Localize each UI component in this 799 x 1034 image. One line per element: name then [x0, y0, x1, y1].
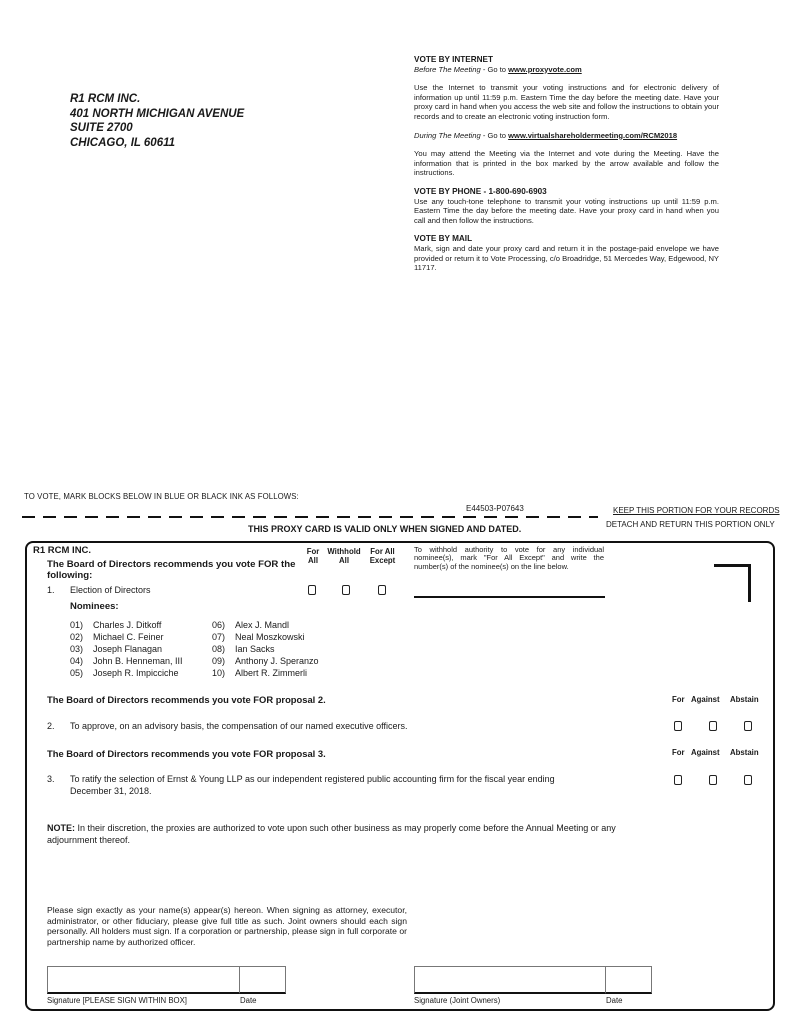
col-for-all	[303, 547, 323, 565]
nominee-row	[70, 619, 319, 631]
during-meeting-label: During The Meeting	[414, 130, 481, 140]
nominee-number: 06)	[212, 620, 226, 630]
p3-for-checkbox[interactable]	[674, 775, 682, 785]
nominee-row	[70, 667, 319, 679]
validity-notice: THIS PROXY CARD IS VALID ONLY WHEN SIGNED AND DATED.	[248, 524, 522, 534]
date-label: Date	[240, 996, 257, 1005]
p3-col-against: Against	[691, 748, 720, 757]
mailing-address	[70, 92, 244, 150]
p2-abstain-checkbox[interactable]	[744, 721, 752, 731]
col-label: All	[308, 556, 318, 565]
nominee-name: Alex J. Mandl	[235, 620, 290, 630]
phone-body: Use any touch-tone telephone to transmit your voting instructions up until 11:59 p.m. Eastern Time the day before the meeting date. Have your proxy card in hand when you call and then follow the instructions.	[414, 196, 719, 225]
internet-body: Use the Internet to transmit your voting instructions and for electronic delivery of information up until 11:59 p.m. Eastern Time the day before the meeting date. Have your proxy card in hand when you access the web site and follow the instructions to obtain your records and to create an electronic voting instruction form.	[414, 83, 719, 121]
p2-against-checkbox[interactable]	[709, 721, 717, 731]
joint-signature-label: Signature (Joint Owners)	[414, 996, 501, 1005]
sign-instructions: Please sign exactly as your name(s) appear(s) hereon. When signing as attorney, executor, administrator, or other fiduciary, please give full title as such. Joint owners should each sign personally. All holders must sign. If a corporation or partnership, please sign in full corporate or partnership name by authorized officer.	[47, 905, 407, 947]
nominee-name: Neal Moszkowski	[235, 632, 305, 642]
proposal2-item	[47, 721, 408, 733]
note-label: NOTE:	[47, 823, 75, 833]
for-all-checkbox[interactable]	[308, 585, 316, 595]
for-all-except-checkbox[interactable]	[378, 585, 386, 595]
before-meeting-line	[414, 65, 719, 75]
proposal1-item	[47, 585, 151, 595]
proposal2-recommendation: The Board of Directors recommends you vote FOR proposal 2.	[47, 694, 326, 705]
proxyvote-link[interactable]: www.proxyvote.com	[508, 64, 582, 74]
goto-text: - Go to	[480, 64, 509, 74]
during-meeting-body: You may attend the Meeting via the Internet and vote during the Meeting. Have the information that is printed in the box marked by the arrow available and follow the instructions.	[414, 149, 719, 178]
keep-portion-label: KEEP THIS PORTION FOR YOUR RECORDS	[613, 506, 780, 515]
goto-text: - Go to	[480, 130, 509, 140]
p2-col-against: Against	[691, 695, 720, 704]
nominee-row	[70, 655, 319, 667]
proposal-number: 2.	[47, 721, 55, 731]
col-label: Withhold	[327, 547, 361, 556]
nominee-name: John B. Henneman, III	[93, 656, 183, 666]
arrow-box-marker	[714, 564, 750, 567]
nominee-list	[70, 619, 319, 679]
nominee-name: Joseph R. Impicciche	[93, 668, 179, 678]
proposal-number: 1.	[47, 585, 55, 595]
joint-date-box[interactable]	[605, 966, 652, 994]
p3-against-checkbox[interactable]	[709, 775, 717, 785]
proposal3-item	[47, 774, 643, 797]
nominee-name: Charles J. Ditkoff	[93, 620, 162, 630]
nominee-number: 10)	[212, 668, 226, 678]
nominee-number: 04)	[70, 656, 84, 666]
nominee-number: 05)	[70, 668, 84, 678]
nominee-name: Joseph Flanagan	[93, 644, 163, 654]
nominee-name: Anthony J. Speranzo	[235, 656, 319, 666]
proposal3-recommendation: The Board of Directors recommends you vote FOR proposal 3.	[47, 748, 326, 759]
nominee-number: 08)	[212, 644, 226, 654]
nominee-name: Albert R. Zimmerli	[235, 668, 308, 678]
address-line: CHICAGO, IL 60611	[70, 136, 176, 149]
nominee-number: 02)	[70, 632, 84, 642]
p2-col-abstain: Abstain	[730, 695, 759, 704]
p3-col-for: For	[672, 748, 685, 757]
except-nominee-line[interactable]	[414, 596, 605, 598]
joint-date-label: Date	[606, 996, 623, 1005]
nominee-number: 03)	[70, 644, 84, 654]
mail-body: Mark, sign and date your proxy card and return it in the postage-paid envelope we have provided or return it to Vote Processing, c/o Broadridge, 51 Mercedes Way, Edgewood, NY 11717.	[414, 243, 719, 273]
vote-mail-heading: VOTE BY MAIL	[414, 234, 473, 244]
mark-instructions: TO VOTE, MARK BLOCKS BELOW IN BLUE OR BLACK INK AS FOLLOWS:	[24, 492, 299, 501]
proposal-text: To ratify the selection of Ernst & Young LLP as our independent registered public accounting firm for the fiscal year ending	[70, 774, 555, 784]
proposal-number: 3.	[47, 774, 55, 784]
arrow-box-marker	[748, 564, 751, 602]
col-label: For	[306, 547, 320, 556]
signature-label: Signature [PLEASE SIGN WITHIN BOX]	[47, 996, 187, 1005]
perforation-line	[22, 516, 598, 518]
p3-col-abstain: Abstain	[730, 748, 759, 757]
col-for-all-except	[365, 547, 400, 565]
signature-box[interactable]	[47, 966, 240, 994]
nominees-heading: Nominees:	[70, 601, 119, 612]
nominee-row	[70, 631, 319, 643]
virtual-meeting-link[interactable]: www.virtualshareholdermeeting.com/RCM2018	[508, 130, 678, 140]
note-text: In their discretion, the proxies are authorized to vote upon such other business as may properly come before the Annual Meeting or any adjournment thereof.	[47, 823, 616, 845]
detach-portion-label: DETACH AND RETURN THIS PORTION ONLY	[606, 520, 775, 529]
proposal-label: Election of Directors	[70, 585, 151, 595]
address-line: R1 RCM INC.	[70, 93, 141, 105]
col-label: For All	[370, 547, 395, 556]
control-code: E44503-P07643	[466, 504, 524, 513]
address-line: 401 NORTH MICHIGAN AVENUE	[70, 107, 245, 120]
col-withhold-all	[322, 547, 366, 565]
address-line: SUITE 2700	[70, 122, 133, 134]
p2-col-for: For	[672, 695, 685, 704]
withhold-all-checkbox[interactable]	[342, 585, 350, 595]
col-label: All	[339, 556, 349, 565]
proposal-text-cont: December 31, 2018.	[70, 785, 152, 796]
vote-phone-heading: VOTE BY PHONE - 1-800-690-6903	[414, 186, 547, 196]
before-meeting-label: Before The Meeting	[414, 64, 481, 74]
voting-instructions	[414, 55, 719, 273]
col-label: Except	[369, 556, 396, 565]
card-company-name: R1 RCM INC.	[33, 545, 92, 556]
nominee-number: 07)	[212, 632, 226, 642]
nominee-number: 01)	[70, 620, 84, 630]
nominee-number: 09)	[212, 656, 226, 666]
note-paragraph	[47, 823, 644, 846]
nominee-name: Ian Sacks	[235, 644, 275, 654]
during-meeting-line	[414, 131, 719, 141]
nominee-row	[70, 643, 319, 655]
p2-for-checkbox[interactable]	[674, 721, 682, 731]
date-box[interactable]	[239, 966, 286, 994]
proposal-text: To approve, on an advisory basis, the compensation of our named executive officers.	[70, 721, 408, 731]
withhold-instructions: To withhold authority to vote for any individual nominee(s), mark "For All Except" and write the number(s) of the nominee(s) on the line below.	[414, 545, 604, 571]
joint-signature-box[interactable]	[414, 966, 606, 994]
proposal1-recommendation: The Board of Directors recommends you vote FOR the following:	[47, 559, 296, 581]
p3-abstain-checkbox[interactable]	[744, 775, 752, 785]
nominee-name: Michael C. Feiner	[93, 632, 164, 642]
vote-internet-heading: VOTE BY INTERNET	[414, 55, 494, 64]
